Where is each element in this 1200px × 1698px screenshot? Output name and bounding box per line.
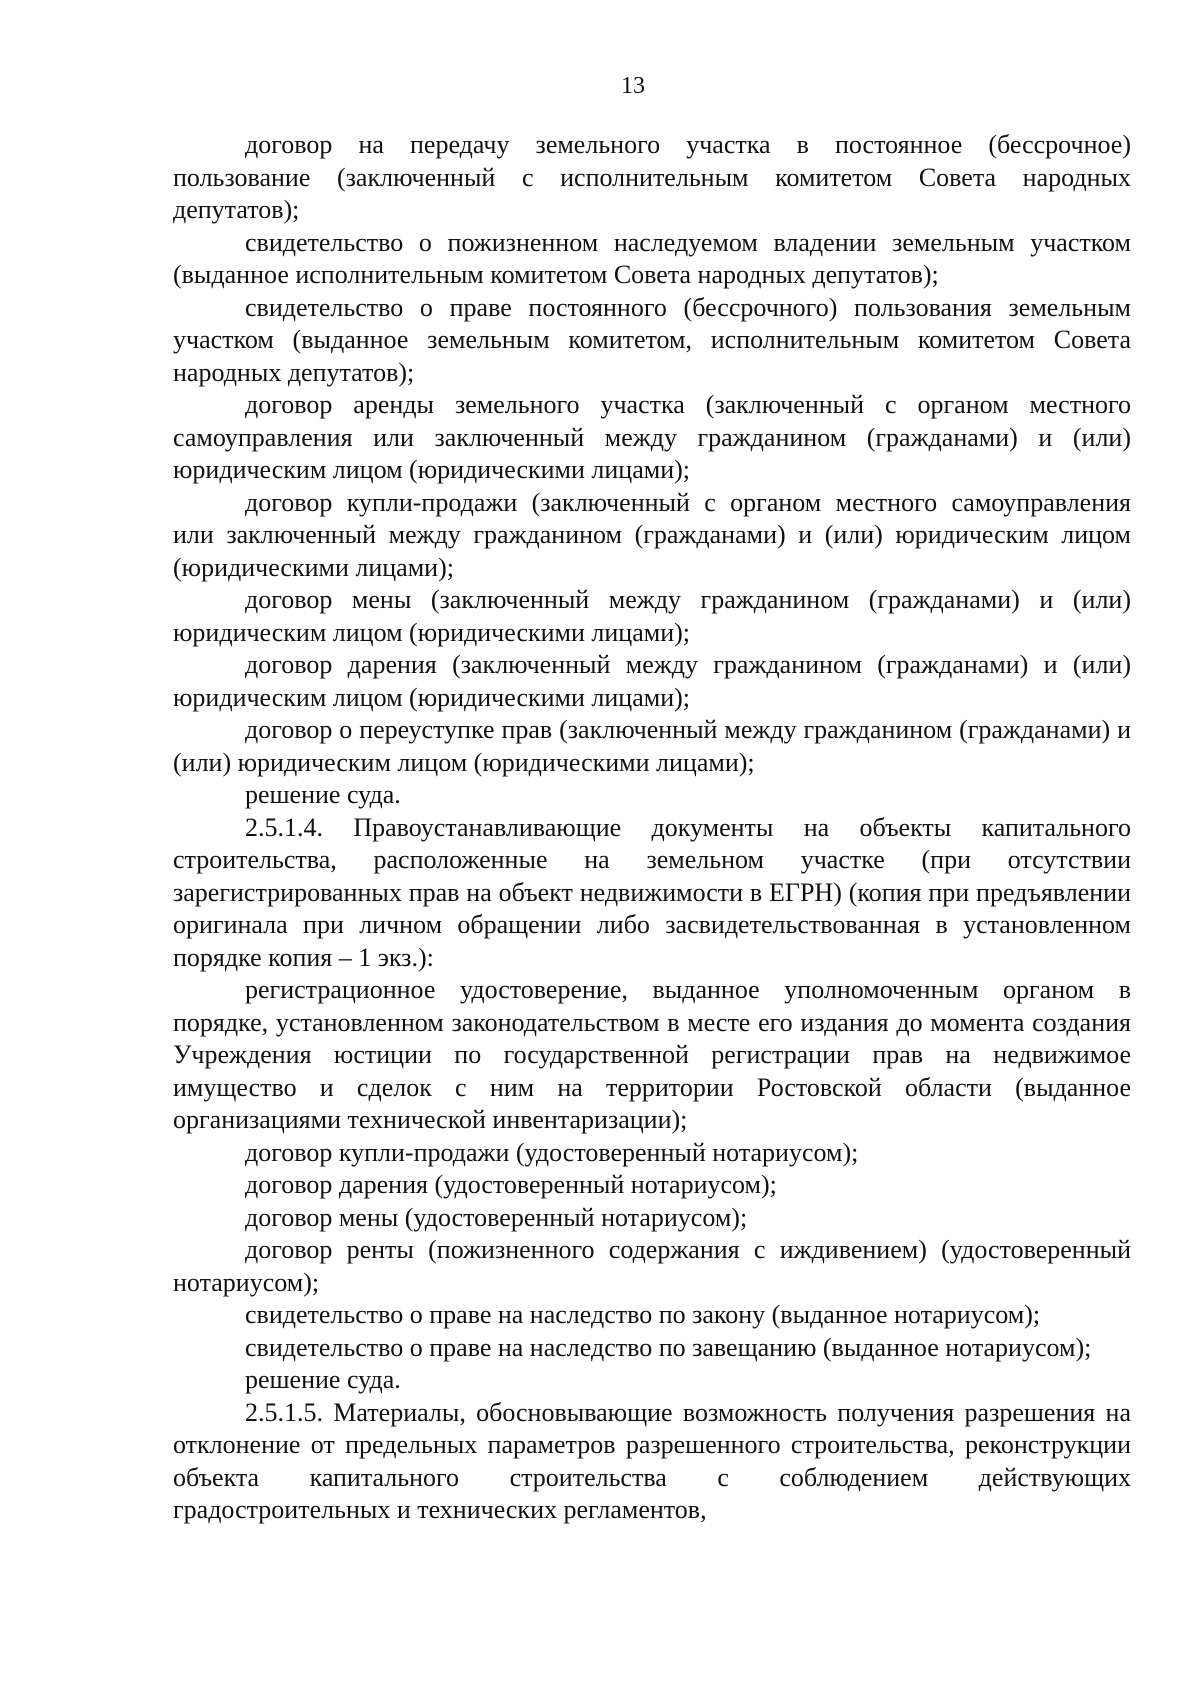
paragraph-section-2-5-1-4: 2.5.1.4. Правоустанавливающие документы на объекты капитального строительства, расположенные на земельном участке (при отсутствии зарегистрированных прав на объект недвижимости в ЕГРН) (копия при предъявлении оригинала при личном обращении либо засвидетельствованная в установленном порядке копия – 1 экз.): (173, 812, 1131, 972)
paragraph-court-decision: решение суда. (245, 780, 401, 809)
paragraph-court-decision-2: решение суда. (245, 1365, 401, 1394)
paragraph-exchange-agreement: договор мены (заключенный между гражданином (гражданами) и (или) юридическим лицом (юридическими лицами); (173, 585, 1131, 647)
paragraph-section-2-5-1-5: 2.5.1.5. Материалы, обосновывающие возможность получения разрешения на отклонение от предельных параметров разрешенного строительства, реконструкции объекта капитального строительства с соблюдением действующих градостроительных и технических регламентов, (173, 1397, 1131, 1524)
paragraph-gift-agreement: договор дарения (заключенный между гражданином (гражданами) и (или) юридическим лицом (юридическими лицами); (173, 650, 1131, 712)
paragraph-permanent-use-certificate: свидетельство о праве постоянного (бессрочного) пользования земельным участком (выданное земельным комитетом, исполнительным комитетом Совета народных депутатов); (173, 292, 1131, 387)
paragraph-rent-agreement: договор ренты (пожизненного содержания с иждивением) (удостоверенный нотариусом); (173, 1235, 1131, 1297)
paragraph-notarized-gift-agreement: договор дарения (удостоверенный нотариусом); (245, 1170, 777, 1199)
paragraph-inheritance-by-law: свидетельство о праве на наследство по закону (выданное нотариусом); (245, 1300, 1041, 1329)
paragraph-registration-certificate: регистрационное удостоверение, выданное уполномоченным органом в порядке, установленном законодательством в месте его издания до момента создания Учреждения юстиции по государственной регистрации прав на недвижимое имущество и сделок с ним на территории Ростовской области (выданное организациями технической инвентаризации); (173, 975, 1131, 1134)
paragraph-sale-agreement: договор купли-продажи (заключенный с органом местного самоуправления или заключенный между гражданином (гражданами) и (или) юридическим лицом (юридическими лицами); (173, 487, 1131, 582)
paragraph-inheritance-by-will: свидетельство о праве на наследство по завещанию (выданное нотариусом); (245, 1332, 1092, 1362)
paragraph-lease-agreement: договор аренды земельного участка (заключенный с органом местного самоуправления или заключенный между гражданином (гражданами) и (или) юридическим лицом (юридическими лицами); (173, 390, 1131, 484)
paragraph-notarized-exchange-agreement: договор мены (удостоверенный нотариусом); (245, 1202, 748, 1232)
paragraph-notarized-sale-agreement: договор купли-продажи (удостоверенный нотариусом); (245, 1137, 859, 1167)
paragraph-life-inheritable-possession-certificate: свидетельство о пожизненном наследуемом владении земельным участком (выданное исполнительным комитетом Совета народных депутатов); (173, 227, 1131, 289)
page-number: 13 (621, 73, 645, 99)
document-body (173, 129, 1131, 1527)
paragraph-assignment-agreement: договор о переуступке прав (заключенный между гражданином (гражданами) и (или) юридическим лицом (юридическими лицами); (173, 715, 1131, 777)
paragraph-land-transfer-agreement: договор на передачу земельного участка в постоянное (бессрочное) пользование (заключенный с исполнительным комитетом Совета народных депутатов); (173, 130, 1131, 224)
